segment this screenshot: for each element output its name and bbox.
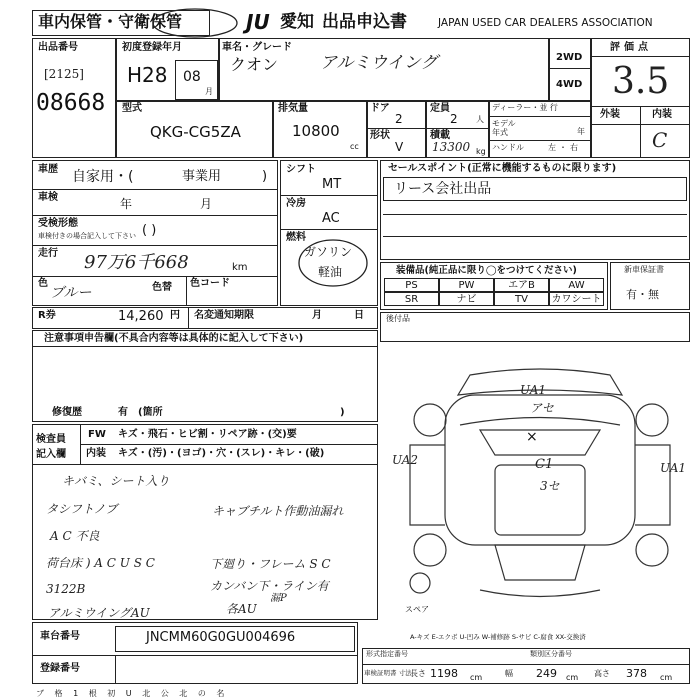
cert-label2: 類別区分番号 <box>530 650 572 658</box>
height-unit: cm <box>660 673 673 682</box>
height-value: 378 <box>626 667 647 680</box>
vehicle-name: クオン <box>230 55 279 74</box>
height-label: 高さ <box>594 669 610 678</box>
usage-label: 車歴 <box>38 164 58 175</box>
width-label: 幅 <box>505 669 513 678</box>
inspector-note: 漏P <box>270 593 287 604</box>
grade-score: 3.5 <box>612 61 670 102</box>
diagram-mark-7: UA1 <box>660 461 687 475</box>
fuel-sub: 軽油 <box>318 265 343 279</box>
distance-value: 97万6千668 <box>84 252 189 273</box>
equipment-item: ナビ <box>439 292 494 306</box>
selling-points-value: リース会社出品 <box>394 181 492 197</box>
model-year-label: モデル 年式 <box>492 119 516 137</box>
spare-label: スペア <box>405 605 429 614</box>
usage-business: 事業用 <box>182 169 222 184</box>
diagram-mark-4: UA2 <box>392 453 419 467</box>
mileage-label: 受検形態 <box>38 218 78 229</box>
repair-label: 修復歴 <box>52 407 82 418</box>
exterior-label: 外装 <box>600 109 620 120</box>
capacity-unit: 人 <box>476 115 484 124</box>
interior-label: 内装 <box>652 109 672 120</box>
width-unit: cm <box>566 673 579 682</box>
size-label: 車検証明書 寸法 <box>364 669 412 677</box>
grade-label: 評価点 <box>610 42 652 53</box>
ju-logo: JU <box>246 10 270 34</box>
diagram-mark-3: × <box>526 429 538 445</box>
storage-circle <box>150 6 240 40</box>
model-label: 型式 <box>122 103 142 114</box>
footer-partial: ブ 格 1 根 初 U 北 公 北 の 名 <box>36 689 229 698</box>
diagram-mark-1: UA1 <box>520 383 547 397</box>
length-value: 1198 <box>430 667 458 680</box>
model-value: QKG-CG5ZA <box>150 123 241 141</box>
inspection-label: 車検 <box>38 192 58 203</box>
shift-value: MT <box>322 177 342 192</box>
inspector-interior-label: 内装 <box>86 448 106 459</box>
load-unit: kg <box>476 147 486 156</box>
inspector-note: 各AU <box>226 602 257 616</box>
org-name: 愛知 <box>280 12 314 32</box>
equipment-item: カワシート <box>549 292 604 306</box>
fuel-label: 燃料 <box>286 232 306 243</box>
equipment-label: 装備品(純正品に限り◯をつけてください) <box>396 265 577 276</box>
fw-label: FW <box>88 429 106 440</box>
selling-points-label: セールスポイント(正常に機能するものに限ります) <box>388 163 617 174</box>
equipment-item: AW <box>549 278 604 292</box>
remarks-label: 注意事項申告欄(不具合内容等は具体的に記入して下さい) <box>44 333 304 344</box>
warranty-options: 有・無 <box>626 288 659 301</box>
vehicle-grade: アルミウイング <box>320 53 438 73</box>
doors-value: 2 <box>395 112 403 126</box>
width-value: 249 <box>536 667 557 680</box>
lot-code: [2125] <box>44 67 84 81</box>
repair-value: 有 <box>118 407 128 418</box>
after-box <box>380 312 690 342</box>
reg-label: 登録番号 <box>40 663 80 674</box>
equipment-item: SR <box>384 292 439 306</box>
distance-unit: km <box>232 262 248 273</box>
inspector-note: 3122B <box>46 582 86 596</box>
shape-label: 形状 <box>370 130 390 141</box>
ac-value: AC <box>322 211 340 226</box>
inspector-note: キバミ、シート入り <box>62 474 170 488</box>
usage-close: ) <box>262 169 268 184</box>
fuel-value: ガソリン <box>304 245 353 259</box>
vehicle-name-label: 車名・グレード <box>222 42 292 53</box>
displacement-label: 排気量 <box>278 103 308 114</box>
name-change-month: 月 <box>312 310 322 321</box>
inspection-month: 月 <box>200 197 213 211</box>
registration-month: 08 <box>183 69 201 85</box>
capacity-value: 2 <box>450 112 458 126</box>
ac-label: 冷房 <box>286 198 306 209</box>
color-value: ブルー <box>50 285 92 301</box>
color-label: 色 <box>38 278 48 289</box>
mileage-paren: ( ) <box>142 223 157 238</box>
recycle-label: R券 <box>38 310 56 321</box>
inspector-note: A C 不良 <box>50 529 100 543</box>
repair-close: ) <box>340 407 345 418</box>
drive-4wd: 4WD <box>556 79 583 90</box>
storage-label: 車内保管・守衛保管 <box>38 12 183 31</box>
equipment-item: エアB <box>494 278 549 292</box>
name-change-label: 名変通知期限 <box>194 310 254 321</box>
load-value: 13300 <box>432 140 471 154</box>
recycle-unit: 円 <box>170 310 180 321</box>
handle-label: ハンドル <box>492 143 524 152</box>
registration-year: H28 <box>127 63 168 87</box>
registration-month-unit: 月 <box>205 87 213 96</box>
color-code-label: 色コード <box>190 278 230 289</box>
cert-label: 形式指定番号 <box>366 650 408 658</box>
recycle-value: 14,260 <box>118 309 164 324</box>
interior-grade: C <box>652 128 668 152</box>
equipment-item: PS <box>384 278 439 292</box>
chassis-label: 車台番号 <box>40 631 80 642</box>
color-change-label: 色替 <box>152 282 172 293</box>
inspector-interior-text: キズ・(汚)・(ヨゴ)・穴・(スレ)・キレ・(破) <box>118 448 325 459</box>
inspection-year: 年 <box>120 197 133 211</box>
dealer-label: ディーラー・並 行 <box>492 103 558 112</box>
fw-text: キズ・飛石・ヒビ割・リペア跡・(交)要 <box>118 429 297 440</box>
doors-label: ドア <box>370 103 390 114</box>
repair-paren: (箇所 <box>138 407 163 418</box>
equipment-item: PW <box>439 278 494 292</box>
form-title: 出品申込書 <box>322 12 407 32</box>
inspector-note: キャブチルト作動油漏れ <box>212 504 344 518</box>
org-english: JAPAN USED CAR DEALERS ASSOCIATION <box>438 17 653 29</box>
selling-points-box <box>380 160 690 260</box>
shape-value: V <box>395 140 404 154</box>
inspector-label: 検査員 記入欄 <box>36 434 66 460</box>
length-label: 長さ <box>410 669 426 678</box>
lot-label: 出品番号 <box>38 42 78 53</box>
inspector-note: 荷台床 ) A C U S C <box>46 556 155 570</box>
after-label: 後付品 <box>386 314 410 323</box>
equipment-item: TV <box>494 292 549 306</box>
warranty-label: 新車保証書 <box>624 265 664 274</box>
diagram-mark-6: 3セ <box>540 479 560 493</box>
displacement-unit: cc <box>350 142 359 151</box>
inspector-note: アルミウイングAU <box>48 606 150 620</box>
displacement-value: 10800 <box>292 122 340 140</box>
registration-label: 初度登録年月 <box>122 42 182 53</box>
mileage-note: 車検付きの場合記入して下さい <box>38 232 136 240</box>
usage-value: 自家用・( <box>72 169 134 185</box>
fuel-circle <box>296 238 371 288</box>
chassis-value: JNCMM60G0GU004696 <box>146 630 296 645</box>
shift-label: シフト <box>286 164 316 175</box>
year-unit: 年 <box>577 127 585 136</box>
inspector-note: カンバン下・ライン有 <box>210 579 329 593</box>
diagram-mark-5: C1 <box>535 457 554 472</box>
drive-2wd: 2WD <box>556 52 583 63</box>
diagram-legend: A-キズ E-エクボ U-凹み W-補修跡 S-サビ C-腐食 XX-交換済 <box>410 633 586 641</box>
capacity-label: 定員 <box>430 103 450 114</box>
load-label: 積載 <box>430 130 450 141</box>
handle-options: 左・右 <box>548 143 581 152</box>
lot-number: 08668 <box>36 90 106 116</box>
name-change-day: 日 <box>354 310 364 321</box>
length-unit: cm <box>470 673 483 682</box>
distance-label: 走行 <box>38 248 58 259</box>
inspector-note: タシフトノブ <box>46 502 118 516</box>
diagram-mark-2: アセ <box>530 401 554 415</box>
inspector-note: 下廻り・フレーム S C <box>210 557 331 571</box>
